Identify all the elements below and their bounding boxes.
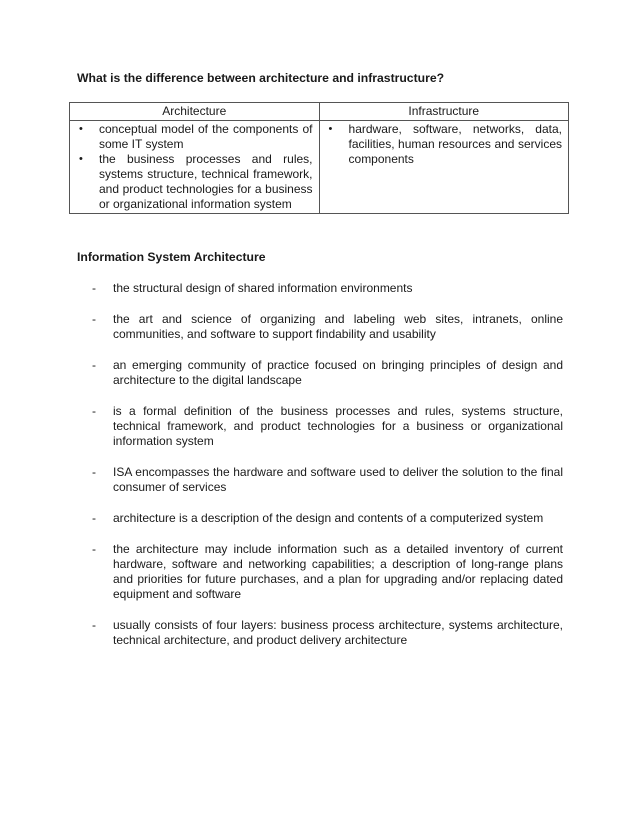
list-item <box>70 152 319 212</box>
list-item <box>77 281 563 296</box>
definition-text: ISA encompasses the hardware and software used to deliver the solution to the final consumer of services <box>113 465 563 494</box>
bullet-icon: • <box>79 123 83 135</box>
architecture-list <box>70 122 319 212</box>
question-heading: What is the difference between architecture and infrastructure? <box>77 71 445 85</box>
definition-text: the art and science of organizing and labeling web sites, intranets, online communities, and software to support findability and usability <box>113 312 563 341</box>
definition-text: the structural design of shared information environments <box>113 281 413 295</box>
dash-marker: - <box>92 618 96 632</box>
infrastructure-item-text: hardware, software, networks, data, facilities, human resources and services components <box>348 122 562 166</box>
list-item <box>77 618 563 648</box>
dash-marker: - <box>92 358 96 372</box>
comparison-table <box>69 102 569 214</box>
list-item <box>77 358 563 388</box>
dash-marker: - <box>92 281 96 295</box>
infrastructure-list <box>320 122 568 167</box>
table-row <box>70 121 569 214</box>
list-item <box>70 122 319 152</box>
architecture-item-text: the business processes and rules, systems structure, technical framework, and product technologies for a business or organizational information system <box>99 152 313 211</box>
list-item <box>77 404 563 449</box>
definition-text: an emerging community of practice focused on bringing principles of design and architecture to the digital landscape <box>113 358 563 387</box>
definition-list <box>77 281 563 664</box>
dash-marker: - <box>92 312 96 326</box>
infrastructure-cell <box>319 121 568 214</box>
definition-text: architecture is a description of the design and contents of a computerized system <box>113 511 544 525</box>
list-item <box>320 122 568 167</box>
list-item <box>77 511 563 526</box>
section-title: Information System Architecture <box>77 250 266 264</box>
header-architecture: Architecture <box>70 103 320 121</box>
list-item <box>77 312 563 342</box>
list-item <box>77 465 563 495</box>
bullet-icon: • <box>328 123 333 135</box>
bullet-icon: • <box>79 153 83 165</box>
dash-marker: - <box>92 511 96 525</box>
definition-text: usually consists of four layers: business process architecture, systems architecture, technical architecture, and product delivery architecture <box>113 618 563 647</box>
architecture-item-text: conceptual model of the components of some IT system <box>99 122 313 151</box>
definition-text: is a formal definition of the business processes and rules, systems structure, technical framework, and product technologies for a business or organizational information system <box>113 404 563 448</box>
dash-marker: - <box>92 542 96 556</box>
list-item <box>77 542 563 602</box>
definition-text: the architecture may include information such as a detailed inventory of current hardware, software and networking capabilities; a description of long-range plans and priorities for future purchases, and a plan for upgrading and/or replacing dated equipment and software <box>113 542 563 601</box>
dash-marker: - <box>92 465 96 479</box>
table-header-row <box>70 103 569 121</box>
header-infrastructure: Infrastructure <box>319 103 568 121</box>
dash-marker: - <box>92 404 96 418</box>
architecture-cell <box>70 121 320 214</box>
